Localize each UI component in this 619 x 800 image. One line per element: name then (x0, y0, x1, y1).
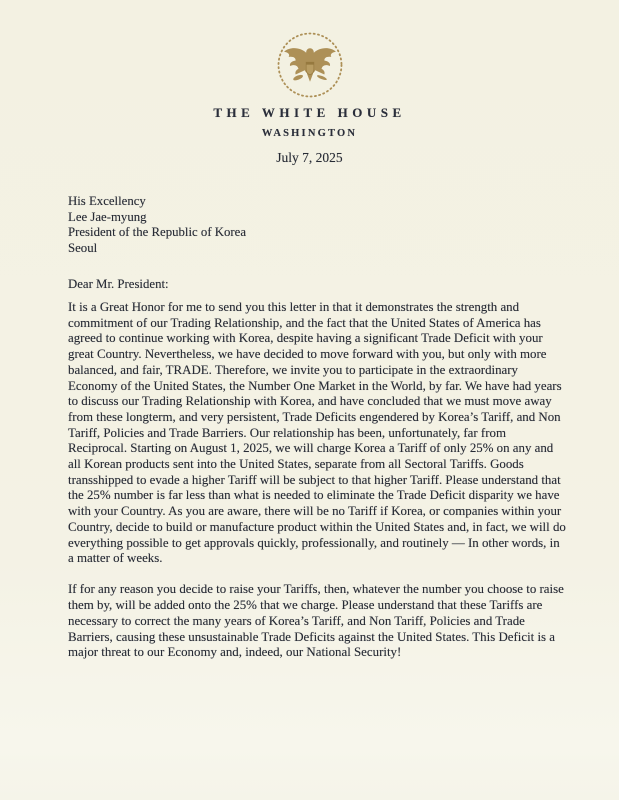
recipient-line: President of the Republic of Korea (68, 225, 247, 240)
letterhead-title: THE WHITE HOUSE (213, 105, 406, 120)
presidential-seal-icon (275, 30, 345, 100)
recipient-line: His Excellency (68, 194, 146, 208)
body-paragraph: It is a Great Honor for me to send you this letter in that it demonstrates the strength and commitment of our Trading Relationship, and the fact that the United States of America has agreed to continue working with Korea, despite having a significant Trade Deficit with your great Country. Nevertheless, we have decided to move forward with you, but only with more balanced, and fair, TRADE. Therefore, we invite you to participate in the extraordinary Economy of the United States, the Number One Market in the World, by far. We have had years to discuss our Trading Relationship with Korea, and have concluded that we must move away from these longterm, and very persistent, Trade Deficits engendered by Korea’s Tariff, and Non Tariff, Policies and Trade Barriers. Our relationship has been, unfortunately, far from Reciprocal. Starting on August 1, 2025, we will charge Korea a Tariff of only 25% on any and all Korean products sent into the United States, separate from all Sectoral Tariffs. Goods transshipped to evade a higher Tariff will be subject to that higher Tariff. Please understand that the 25% number is far less than what is needed to eliminate the Trade Deficit disparity we have with your Country. As you are aware, there will be no Tariff if Korea, or companies within your Country, decide to build or manufacture product within the United States and, in fact, we will do everything possible to get approvals quickly, professionally, and routinely — In other words, in a matter of weeks. (68, 300, 566, 566)
letterhead-subtitle: WASHINGTON (261, 128, 358, 139)
body-paragraph: If for any reason you decide to raise your Tariffs, then, whatever the number you choose to raise them by, will be added onto the 25% that we charge. Please understand that these Tariffs are necessary to correct the many years of Korea’s Tariff, and Non Tariff, Policies and Trade Barriers, causing these unsustainable Trade Deficits against the United States. This Deficit is a major threat to our Economy and, indeed, our National Security! (68, 582, 564, 660)
recipient-block (68, 194, 246, 256)
recipient-line: Seoul (68, 240, 98, 255)
letter-body (68, 300, 566, 676)
letter-date: July 7, 2025 (276, 150, 343, 165)
salutation: Dear Mr. President: (68, 277, 169, 291)
recipient-line: Lee Jae-myung (68, 209, 147, 224)
